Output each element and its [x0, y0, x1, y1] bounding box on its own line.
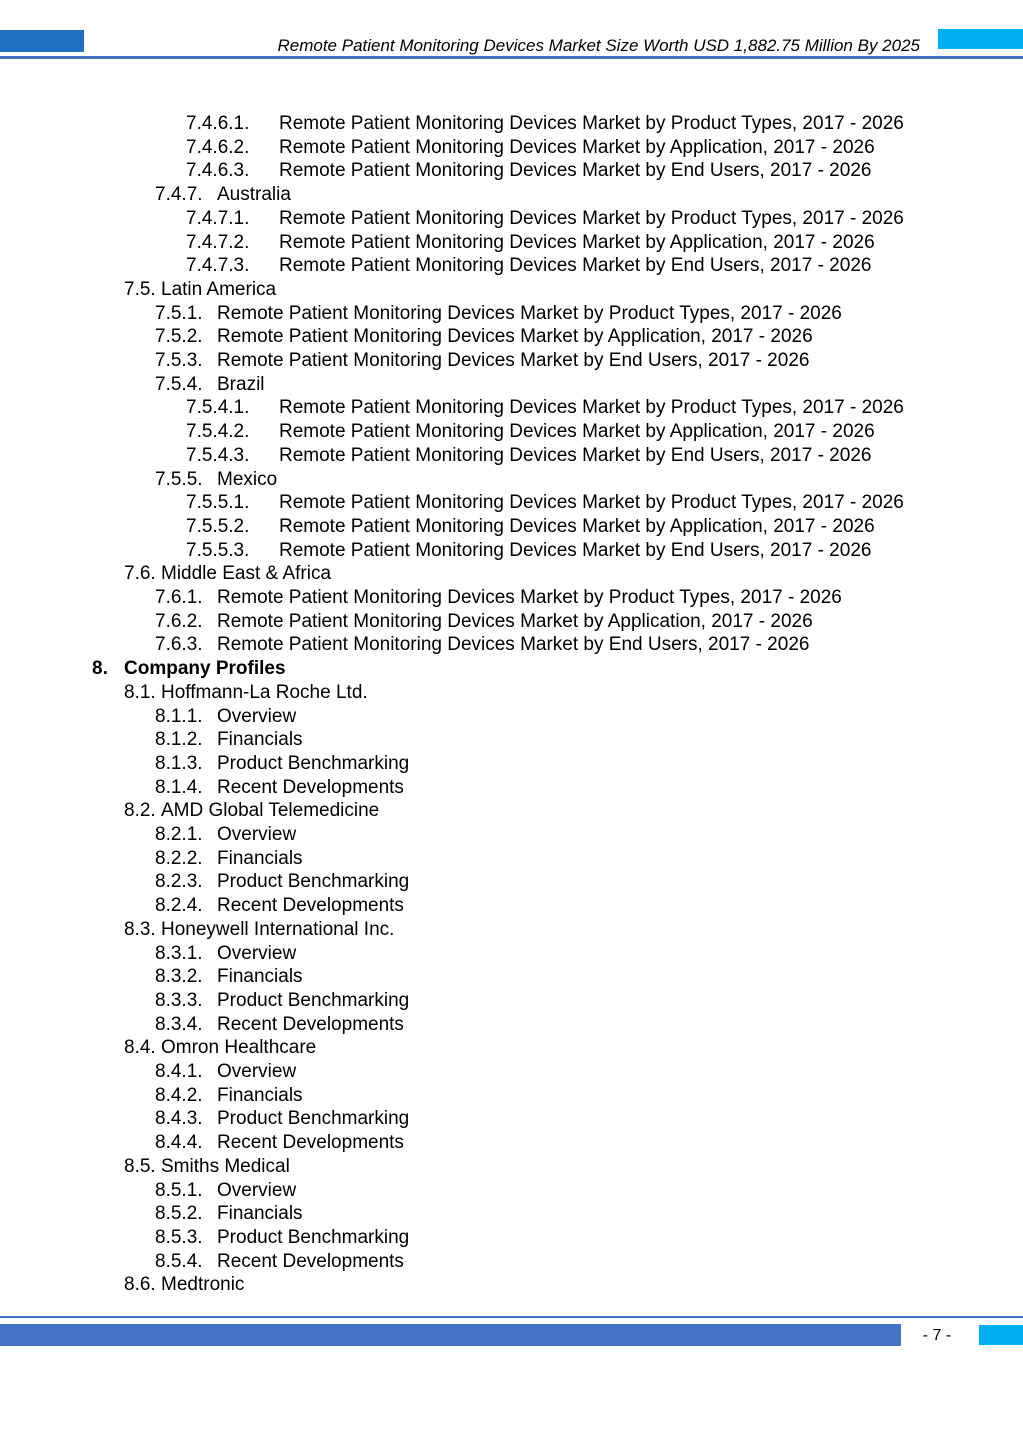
- toc-entry[interactable]: [155, 349, 809, 373]
- toc-entry[interactable]: [155, 870, 409, 894]
- toc-entry-number: 7.4.6.2.: [186, 136, 250, 158]
- toc-entry-number: 7.6.2.: [155, 610, 203, 632]
- toc-entry-number: 7.4.7.: [155, 184, 203, 206]
- toc-entry[interactable]: [186, 207, 904, 231]
- toc-entry-title: Remote Patient Monitoring Devices Market by End Users, 2017 - 2026: [279, 160, 872, 182]
- toc-entry-title: Overview: [217, 942, 297, 964]
- toc-entry-title: Remote Patient Monitoring Devices Market by Product Types, 2017 - 2026: [217, 302, 842, 324]
- toc-entry[interactable]: [186, 136, 875, 160]
- toc-entry[interactable]: [155, 989, 409, 1013]
- toc-entry-number: 7.5.5.: [155, 468, 203, 490]
- toc-entry[interactable]: [124, 1036, 316, 1060]
- toc-entry-title: Financials: [217, 847, 303, 869]
- toc-entry-title: Remote Patient Monitoring Devices Market by Product Types, 2017 - 2026: [279, 113, 904, 134]
- toc-entry[interactable]: [155, 325, 813, 349]
- toc-entry-title: Remote Patient Monitoring Devices Market by Product Types, 2017 - 2026: [279, 492, 904, 514]
- toc-entry-title: Smiths Medical: [161, 1155, 290, 1177]
- toc-entry[interactable]: [124, 278, 276, 302]
- toc-entry-title: Remote Patient Monitoring Devices Market by End Users, 2017 - 2026: [279, 539, 872, 561]
- toc-entry[interactable]: [155, 1179, 296, 1203]
- toc-entry-title: Omron Healthcare: [161, 1037, 317, 1059]
- toc-entry[interactable]: [155, 847, 303, 871]
- toc-entry-number: 7.6.3.: [155, 634, 203, 656]
- toc-entry[interactable]: [155, 373, 265, 397]
- toc-entry[interactable]: [155, 965, 303, 989]
- toc-entry[interactable]: [155, 1084, 303, 1108]
- toc-entry[interactable]: [155, 183, 291, 207]
- toc-entry-number: 8.5.1.: [155, 1179, 203, 1201]
- toc-entry[interactable]: [124, 1273, 244, 1297]
- toc-entry[interactable]: [155, 1131, 404, 1155]
- toc-entry-title: Remote Patient Monitoring Devices Market by Application, 2017 - 2026: [217, 610, 813, 632]
- toc-entry-title: Overview: [217, 824, 297, 845]
- toc-entry-title: Remote Patient Monitoring Devices Market by Product Types, 2017 - 2026: [217, 587, 842, 608]
- toc-entry-number: 8.2.: [124, 800, 156, 822]
- toc-entry[interactable]: [155, 823, 296, 847]
- toc-entry-title: Product Benchmarking: [217, 989, 410, 1011]
- toc-entry-title: Recent Developments: [217, 776, 404, 798]
- toc-entry-number: 8.1.: [124, 681, 156, 703]
- toc-entry-title: Middle East & Africa: [161, 563, 332, 585]
- toc-entry-number: 7.4.7.1.: [186, 207, 250, 229]
- toc-entry[interactable]: [155, 1060, 296, 1084]
- toc-entry-title: Recent Developments: [217, 1132, 404, 1154]
- toc-entry[interactable]: [155, 633, 809, 657]
- toc-entry-number: 8.1.2.: [155, 729, 203, 751]
- toc-entry[interactable]: [155, 610, 813, 634]
- toc-entry-title: Remote Patient Monitoring Devices Market by Application, 2017 - 2026: [279, 421, 875, 443]
- toc-entry-number: 7.5.1.: [155, 302, 203, 324]
- toc-entry-number: 8.1.3.: [155, 752, 203, 774]
- toc-entry-title: Remote Patient Monitoring Devices Market by Product Types, 2017 - 2026: [279, 397, 904, 419]
- toc-entry-number: 7.5.4.2.: [186, 421, 250, 443]
- toc-entry-title: Remote Patient Monitoring Devices Market by End Users, 2017 - 2026: [279, 255, 872, 277]
- toc-entry-title: Mexico: [217, 468, 278, 490]
- toc-entry-number: 8.3.3.: [155, 989, 203, 1011]
- toc-entry-title: Remote Patient Monitoring Devices Market by Application, 2017 - 2026: [279, 515, 875, 537]
- toc-entry-title: Remote Patient Monitoring Devices Market by Application, 2017 - 2026: [217, 326, 813, 348]
- header-title: Remote Patient Monitoring Devices Market Size Worth USD 1,882.75 Million By 2025: [277, 36, 920, 55]
- toc-entry-number: 8.2.2.: [155, 847, 203, 869]
- toc-entry[interactable]: [124, 799, 379, 823]
- toc-entry-title: Recent Developments: [217, 1013, 404, 1035]
- toc-entry-number: 8.5.4.: [155, 1250, 203, 1272]
- toc-entry-number: 8.4.: [124, 1037, 156, 1059]
- toc-entry[interactable]: [186, 231, 875, 255]
- footer-rule: [0, 1316, 1023, 1318]
- toc-entry[interactable]: [186, 420, 875, 444]
- toc-entry-number: 8.6.: [124, 1274, 156, 1296]
- toc-entry[interactable]: [155, 705, 296, 729]
- toc-entry-number: 8.4.2.: [155, 1084, 203, 1106]
- toc-entry-title: Remote Patient Monitoring Devices Market by End Users, 2017 - 2026: [217, 350, 810, 371]
- toc-entry-title: Medtronic: [161, 1274, 245, 1296]
- footer-accent-right: [979, 1325, 1023, 1345]
- toc-entry-title: Company Profiles: [124, 658, 286, 680]
- toc-entry[interactable]: [155, 1202, 303, 1226]
- toc-entry[interactable]: [155, 752, 409, 776]
- toc-entry-number: 7.5.: [124, 278, 156, 300]
- toc-entry-number: 8.1.1.: [155, 705, 203, 727]
- toc-entry-number: 7.5.5.2.: [186, 515, 250, 537]
- header-accent-right: [938, 29, 1023, 49]
- toc-entry-number: 8.5.2.: [155, 1203, 203, 1225]
- toc-entry[interactable]: [124, 681, 368, 705]
- toc-entry-title: Recent Developments: [217, 1250, 404, 1272]
- toc-entry-title: Product Benchmarking: [217, 1226, 410, 1248]
- toc-entry-number: 8.5.: [124, 1155, 156, 1177]
- toc-entry[interactable]: [186, 159, 871, 183]
- toc-entry-number: 7.4.7.3.: [186, 255, 250, 277]
- toc-entry-number: 8.4.3.: [155, 1108, 203, 1130]
- toc-entry-title: Hoffmann-La Roche Ltd.: [161, 681, 368, 703]
- toc-entry-number: 8.2.3.: [155, 871, 203, 893]
- toc-entry[interactable]: [186, 444, 871, 468]
- page-number: - 7 -: [922, 1327, 952, 1344]
- toc-entry[interactable]: [186, 112, 904, 136]
- toc-entry-number: 8.5.3.: [155, 1226, 203, 1248]
- toc-entry-number: 7.5.5.1.: [186, 492, 250, 514]
- toc-entry-title: Overview: [217, 1061, 297, 1082]
- toc-entry-number: 8.2.4.: [155, 895, 203, 917]
- toc-entry-title: Financials: [217, 966, 303, 988]
- toc-entry-number: 7.6.: [124, 563, 156, 585]
- toc-entry-number: 8.3.4.: [155, 1013, 203, 1035]
- toc-entry-title: Financials: [217, 1084, 303, 1106]
- toc-entry-number: 8.3.2.: [155, 966, 203, 988]
- toc-entry[interactable]: [186, 254, 871, 278]
- header-accent-left: [0, 30, 84, 52]
- toc-entry[interactable]: [124, 562, 331, 586]
- toc-entry-number: 8.1.4.: [155, 776, 203, 798]
- toc-entry-title: Product Benchmarking: [217, 752, 410, 774]
- toc-entry[interactable]: [155, 942, 296, 966]
- toc-entry[interactable]: [155, 1250, 404, 1274]
- toc-entry-number: 8.3.: [124, 918, 156, 940]
- toc-entry-title: Product Benchmarking: [217, 1108, 410, 1130]
- toc-entry-number: 8.4.1.: [155, 1061, 203, 1082]
- toc-entry-number: 7.5.4.1.: [186, 397, 250, 419]
- toc-entry-title: Financials: [217, 1203, 303, 1225]
- header-rule: [0, 56, 1023, 59]
- toc-entry[interactable]: [155, 1226, 409, 1250]
- toc-entry-title: Financials: [217, 729, 303, 751]
- toc-entry-title: Brazil: [217, 373, 265, 395]
- toc-entry-number: 7.4.6.3.: [186, 160, 250, 182]
- toc-entry-number: 7.5.4.: [155, 373, 203, 395]
- toc-entry-title: Remote Patient Monitoring Devices Market by Application, 2017 - 2026: [279, 231, 875, 253]
- toc-entry-title: Remote Patient Monitoring Devices Market by Product Types, 2017 - 2026: [279, 207, 904, 229]
- toc-entry[interactable]: [155, 1107, 409, 1131]
- toc-entry-title: AMD Global Telemedicine: [161, 800, 380, 822]
- toc-entry[interactable]: [124, 1155, 290, 1179]
- toc-entry[interactable]: [92, 657, 286, 681]
- toc-entry-number: 8.3.1.: [155, 942, 203, 964]
- toc-entry[interactable]: [155, 586, 842, 610]
- toc-entry-title: Overview: [217, 1179, 297, 1201]
- toc-entry-number: 8.: [92, 658, 108, 680]
- toc-entry[interactable]: [155, 776, 404, 800]
- toc-entry-number: 7.4.6.1.: [186, 113, 250, 134]
- toc-entry-title: Australia: [217, 184, 291, 206]
- toc-entry[interactable]: [186, 396, 904, 420]
- toc-entry-title: Remote Patient Monitoring Devices Market by End Users, 2017 - 2026: [217, 634, 810, 656]
- toc-entry-number: 7.4.7.2.: [186, 231, 250, 253]
- toc-entry-number: 7.5.5.3.: [186, 539, 250, 561]
- toc-entry-number: 7.6.1.: [155, 587, 203, 608]
- toc-entry[interactable]: [155, 302, 842, 326]
- toc-entry-number: 8.4.4.: [155, 1132, 203, 1154]
- toc-entry-number: 7.5.3.: [155, 350, 203, 371]
- toc-entry[interactable]: [186, 515, 875, 539]
- toc-entry[interactable]: [186, 491, 904, 515]
- toc-entry-title: Latin America: [161, 278, 277, 300]
- toc-entry-number: 7.5.2.: [155, 326, 203, 348]
- toc-entry-title: Product Benchmarking: [217, 871, 410, 893]
- toc-entry[interactable]: [155, 894, 404, 918]
- toc-entry-title: Overview: [217, 705, 297, 727]
- toc-entry-title: Recent Developments: [217, 895, 404, 917]
- toc-entry-number: 7.5.4.3.: [186, 444, 250, 466]
- toc-entry[interactable]: [186, 539, 871, 563]
- toc-entry-title: Remote Patient Monitoring Devices Market by End Users, 2017 - 2026: [279, 444, 872, 466]
- toc-entry[interactable]: [124, 918, 394, 942]
- toc-entry[interactable]: [155, 728, 303, 752]
- toc-entry[interactable]: [155, 468, 277, 492]
- toc-entry-title: Remote Patient Monitoring Devices Market by Application, 2017 - 2026: [279, 136, 875, 158]
- footer-bar: [0, 1324, 901, 1346]
- toc-entry-number: 8.2.1.: [155, 824, 203, 845]
- toc-entry[interactable]: [155, 1013, 404, 1037]
- toc-entry-title: Honeywell International Inc.: [161, 918, 395, 940]
